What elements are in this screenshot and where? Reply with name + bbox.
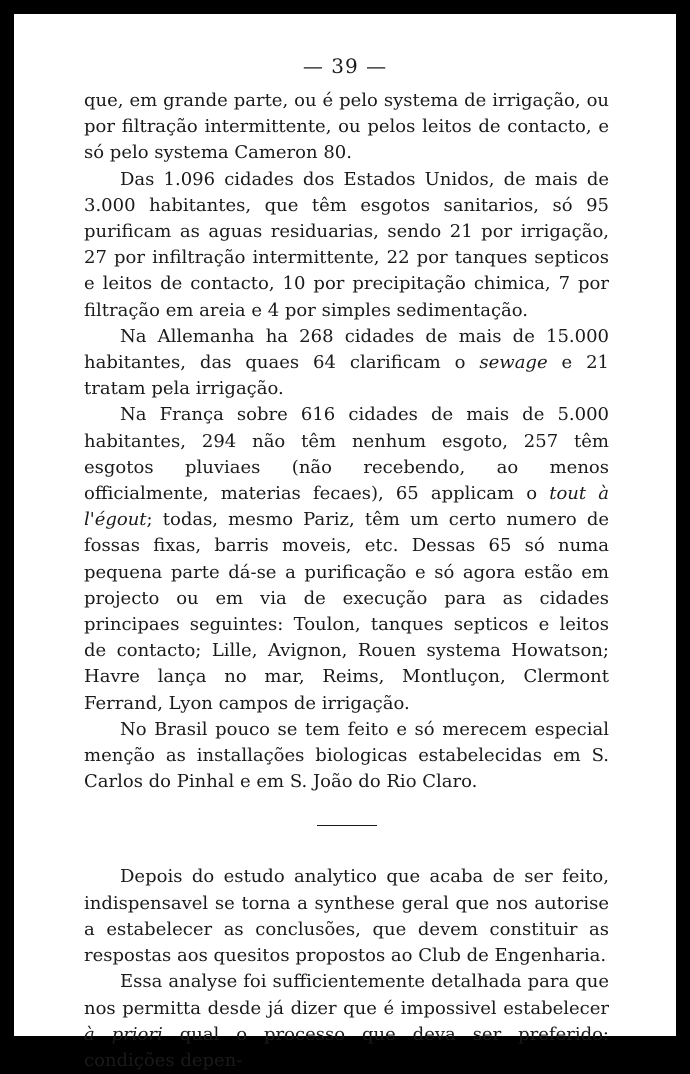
paragraph xyxy=(84,324,609,403)
text-run: ; todas, mesmo Pariz, têm um certo numero de fossas fixas, barris moveis, etc. Dessas 65 só numa pequena parte dá-se a purificação e só agora estão em projecto ou em via de execução para as cidades principaes seguintes: Toulon, tanques septicos e leitos de contacto; Lille, Avignon, Rouen systema Howatson; Havre lança no mar, Reims, Montluçon, Clermont Ferrand, Lyon campos de irrigação. xyxy=(84,509,609,714)
text-run: No Brasil pouco se tem feito e só merecem especial menção as installações biologicas estabelecidas em S. Carlos do Pinhal e em S. João do Rio Claro. xyxy=(84,718,609,793)
section-divider xyxy=(317,825,377,826)
italic-term: sewage xyxy=(479,352,548,374)
text-run: qual o processo que deva ser preferido: condições depen- xyxy=(84,1023,609,1071)
text-run: Na Allemanha ha 268 cidades de mais de 15.000 habitantes, das quaes 64 clarificam o xyxy=(84,325,609,374)
paragraph xyxy=(84,402,609,716)
italic-term: à priori xyxy=(84,1023,163,1045)
text-run: e 21 tratam pela irrigação. xyxy=(84,352,610,400)
paragraph xyxy=(84,969,609,1074)
paragraph xyxy=(84,88,609,167)
text-run: que, em grande parte, ou é pelo systema de irrigação, ou por filtração intermittente, ou pelos leitos de contacto, e só pelo systema Cameron 80. xyxy=(84,90,609,164)
paragraph xyxy=(84,864,609,969)
paragraph xyxy=(84,717,609,796)
page-number: — 39 — xyxy=(302,54,388,78)
text-run: Depois do estudo analytico que acaba de ser feito, indispensavel se torna a synthese geral que nos autorise a estabelecer as conclusões, que devem constituir as respostas aos quesitos propostos ao Club de Engenharia. xyxy=(84,866,609,967)
paragraph xyxy=(84,167,609,324)
italic-term: tout à l'égout xyxy=(84,483,609,531)
book-page xyxy=(14,14,676,1071)
body-text xyxy=(84,88,609,1074)
text-run: Na França sobre 616 cidades de mais de 5.000 habitantes, 294 não têm nenhum esgoto, 257 têm esgotos pluviaes (não recebendo, ao menos officialmente, materias fecaes), 65 applicam o xyxy=(84,404,609,505)
text-run: Essa analyse foi sufficientemente detalhada para que nos permitta desde já dizer que é impossivel estabelecer xyxy=(84,971,609,1019)
text-run: Das 1.096 cidades dos Estados Unidos, de mais de 3.000 habitantes, que têm esgotos sanitarios, só 95 purificam as aguas residuarias, sendo 21 por irrigação, 27 por infiltração intermittente, 22 por tanques septicos e leitos de contacto, 10 por precipitação chimica, 7 por filtração em areia e 4 por simples sedimentação. xyxy=(84,168,609,321)
